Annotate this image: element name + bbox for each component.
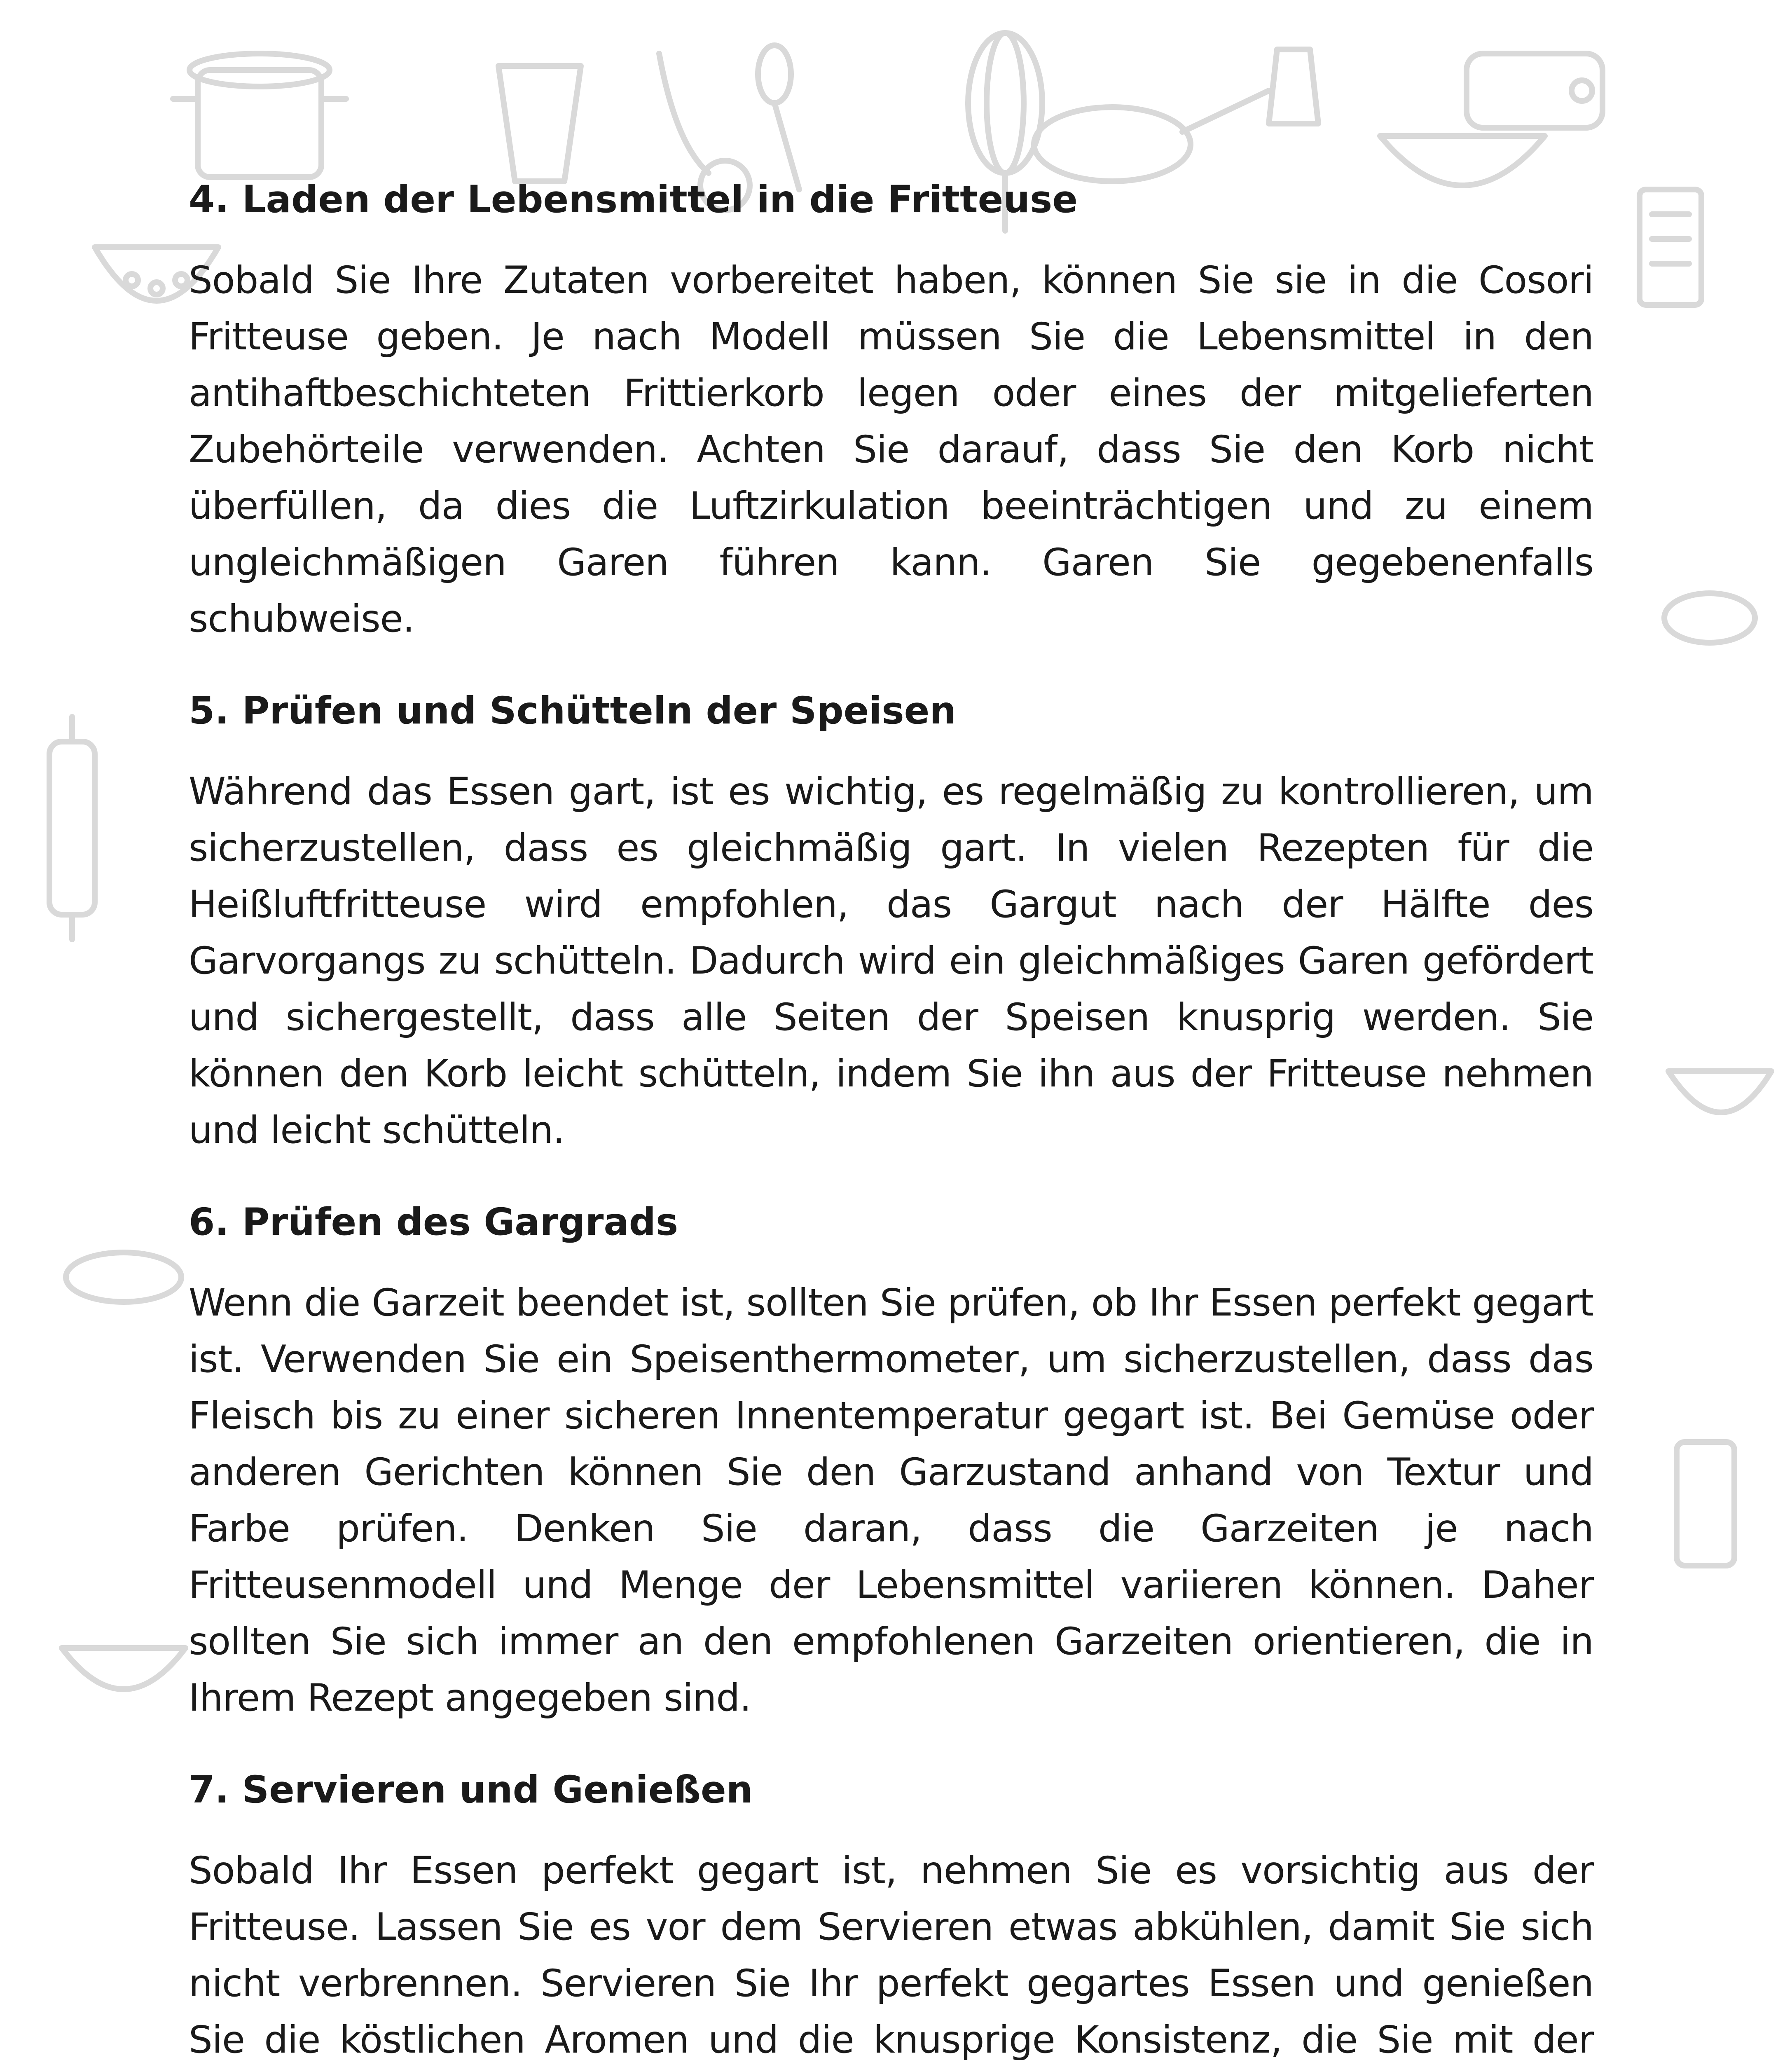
pot-icon	[173, 54, 346, 177]
section-heading: 5. Prüfen und Schütteln der Speisen	[189, 689, 957, 733]
section-body: Während das Essen gart, ist es wichtig, es regelmäßig zu kontrollieren, um sicherzustellen, dass es gleichmäßig gart. In vielen Rezepten für die Heißluftfritteuse wird empfohlen, das Gargut nach der Hälfte des Garvorgangs zu schütteln. Dadurch wird ein gleichmäßiges Garen gefördert und sichergestellt, dass alle Seiten der Speisen knusprig werden. Sie können den Korb leicht schütteln, indem Sie ihn aus der Fritteuse nehmen und leicht schütteln.	[189, 770, 1593, 1152]
spoon-icon	[758, 45, 799, 190]
section-serving	[189, 1763, 1593, 2060]
section-body: Sobald Sie Ihre Zutaten vorbereitet haben, können Sie sie in die Cosori Fritteuse geben. Je nach Modell müssen Sie die Lebensmittel in den antihaftbeschichteten Frittierkorb legen oder eines der mitgelieferten Zubehörteile verwenden. Achten Sie darauf, dass Sie den Korb nicht überfüllen, da dies die Luftzirkulation beeinträchtigen und zu einem ungleichmäßigen Garen führen kann. Garen Sie gegebenenfalls schubweise.	[189, 259, 1593, 641]
kettle-icon	[1269, 49, 1318, 124]
glass-icon	[498, 66, 581, 181]
rolling-pin-icon	[49, 717, 95, 939]
section-checking-shaking	[189, 684, 1593, 1159]
section-loading-food	[189, 173, 1593, 647]
section-heading: 6. Prüfen des Gargrads	[189, 1201, 678, 1244]
page-content	[189, 173, 1593, 2060]
section-heading: 7. Servieren und Genießen	[189, 1768, 753, 1812]
frying-pan-icon	[1034, 91, 1269, 181]
grater-icon	[1640, 190, 1701, 305]
section-doneness	[189, 1196, 1593, 1726]
section-body: Wenn die Garzeit beendet ist, sollten Sie prüfen, ob Ihr Essen perfekt gegart ist. Verwenden Sie ein Speisenthermometer, um sicherzustellen, dass das Fleisch bis zu einer sicheren Innentemperatur gegart ist. Bei Gemüse oder anderen Gerichten können Sie den Garzustand anhand von Textur und Farbe prüfen. Denken Sie daran, dass die Garzeiten je nach Fritteusenmodell und Menge der Lebensmittel variieren können. Daher sollten Sie sich immer an den empfohlenen Garzeiten orientieren, die in Ihrem Rezept angegeben sind.	[189, 1281, 1593, 1720]
section-heading: 4. Laden der Lebensmittel in die Fritteuse	[189, 178, 1078, 221]
cutting-board-icon	[1467, 54, 1603, 128]
section-body: Sobald Ihr Essen perfekt gegart ist, nehmen Sie es vorsichtig aus der Fritteuse. Lassen Sie es vor dem Servieren etwas abkühlen, damit Sie sich nicht verbrennen. Servieren Sie Ihr perfekt gegartes Essen und genießen Sie die köstlichen Aromen und die knusprige Konsistenz, die Sie mit der	[189, 1849, 1593, 2060]
